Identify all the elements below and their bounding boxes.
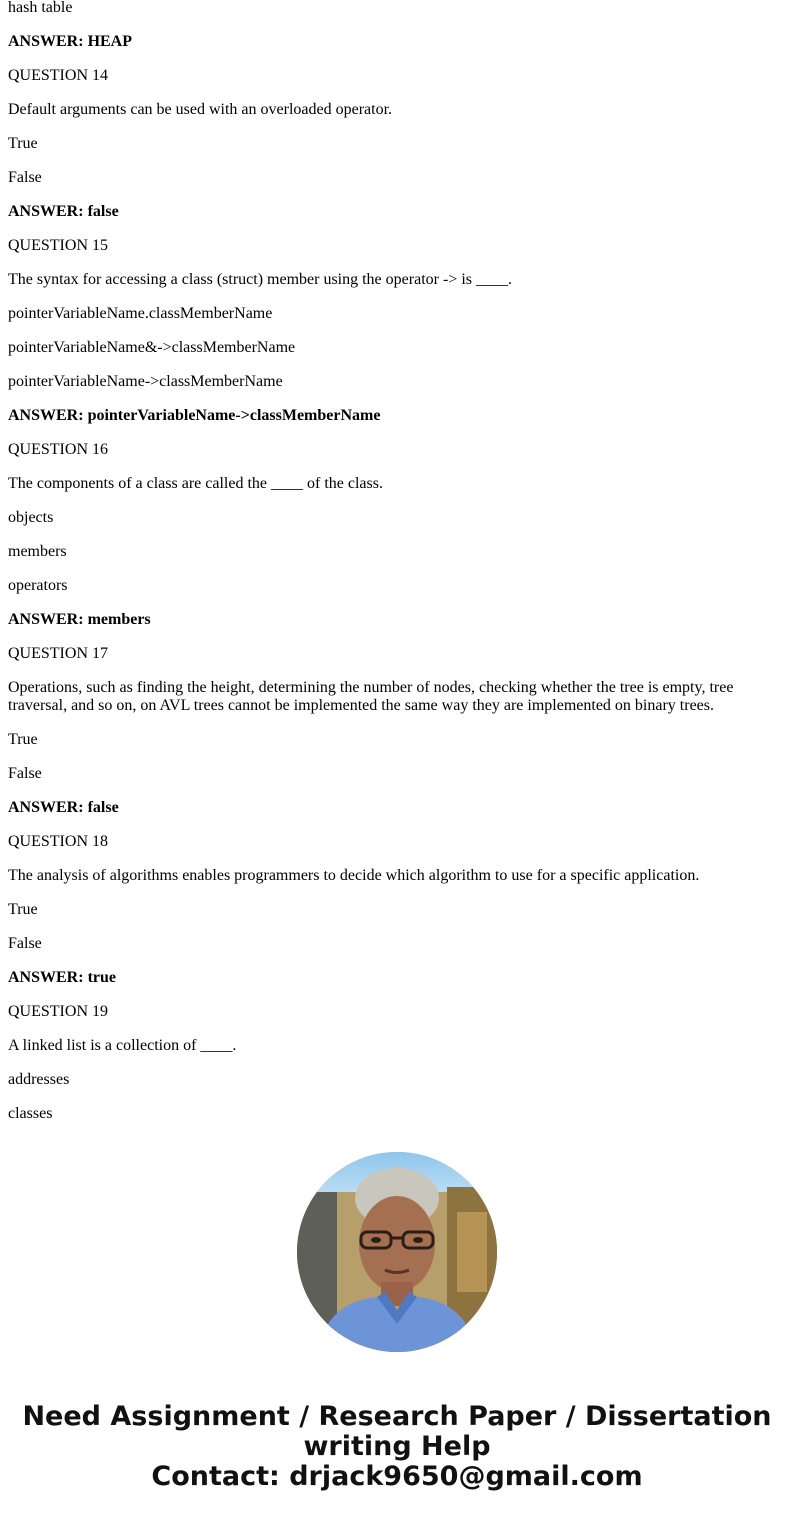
text-line: members [8, 543, 67, 560]
person-portrait-image [297, 1152, 497, 1352]
text-line: False [8, 169, 42, 186]
text-line: QUESTION 15 [8, 237, 108, 254]
answer-line: ANSWER: pointerVariableName->classMemberName [8, 407, 381, 424]
text-line: QUESTION 16 [8, 441, 108, 458]
text-line: hash table [8, 0, 73, 16]
promo-section [0, 1152, 794, 1492]
text-line: False [8, 935, 42, 952]
document-body [8, 0, 786, 1139]
answer-line: ANSWER: HEAP [8, 33, 133, 50]
text-line: QUESTION 14 [8, 67, 108, 84]
text-line: Operations, such as finding the height, determining the number of nodes, checking whether the tree is empty, tree traversal, and so on, on AVL trees cannot be implemented the same way they are implemented on binary trees. [8, 679, 734, 714]
text-line: True [8, 901, 38, 918]
text-line: QUESTION 19 [8, 1003, 108, 1020]
text-line: False [8, 765, 42, 782]
text-line: The components of a class are called the ____ of the class. [8, 475, 383, 492]
promo-line-1: Need Assignment / Research Paper / Dissertation [22, 1401, 772, 1432]
text-line: Default arguments can be used with an overloaded operator. [8, 101, 393, 118]
answer-line: ANSWER: false [8, 799, 119, 816]
text-line: objects [8, 509, 54, 526]
text-line: A linked list is a collection of ____. [8, 1037, 237, 1054]
answer-line: ANSWER: true [8, 969, 116, 986]
text-line: The syntax for accessing a class (struct) member using the operator -> is ____. [8, 271, 512, 288]
text-line: True [8, 731, 38, 748]
author-photo [297, 1152, 497, 1352]
text-line: operators [8, 577, 68, 594]
text-line: QUESTION 18 [8, 833, 108, 850]
answer-line: ANSWER: false [8, 203, 119, 220]
text-line: classes [8, 1105, 53, 1122]
promo-heading [0, 1402, 794, 1492]
text-line: QUESTION 17 [8, 645, 108, 662]
text-line: addresses [8, 1071, 70, 1088]
text-line: The analysis of algorithms enables programmers to decide which algorithm to use for a specific application. [8, 867, 700, 884]
text-line: pointerVariableName->classMemberName [8, 373, 283, 390]
answer-line: ANSWER: members [8, 611, 151, 628]
promo-contact-line: Contact: drjack9650@gmail.com [151, 1461, 643, 1492]
text-line: pointerVariableName.classMemberName [8, 305, 273, 322]
promo-line-2: writing Help [303, 1431, 491, 1462]
text-line: pointerVariableName&->classMemberName [8, 339, 296, 356]
text-line: True [8, 135, 38, 152]
